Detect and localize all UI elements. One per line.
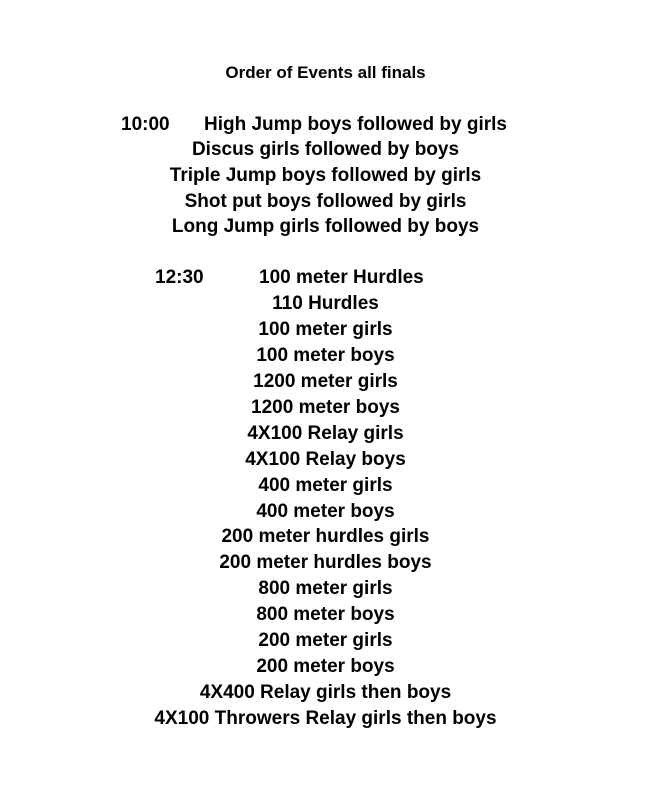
page-title: Order of Events all finals: [225, 63, 426, 82]
event-200m-hurdles-girls: 200 meter hurdles girls: [221, 526, 430, 547]
event-4x100-relay-girls: 4X100 Relay girls: [247, 423, 404, 444]
event-discus: Discus girls followed by boys: [191, 139, 460, 160]
event-1200m-boys: 1200 meter boys: [251, 397, 400, 418]
event-200m-boys: 200 meter boys: [256, 656, 395, 677]
event-800m-boys: 800 meter boys: [256, 604, 395, 625]
event-triple-jump: Triple Jump boys followed by girls: [169, 165, 482, 186]
event-110-hurdles: 110 Hurdles: [272, 293, 379, 314]
event-1200m-girls: 1200 meter girls: [253, 371, 398, 392]
event-4x100-throwers-relay: 4X100 Throwers Relay girls then boys: [154, 708, 497, 729]
event-4x100-relay-boys: 4X100 Relay boys: [245, 449, 406, 470]
session-2-time: 12:30: [155, 267, 204, 288]
event-400m-boys: 400 meter boys: [256, 501, 395, 522]
event-100m-boys: 100 meter boys: [256, 345, 395, 366]
event-200m-girls: 200 meter girls: [258, 630, 393, 651]
event-shot-put: Shot put boys followed by girls: [184, 191, 467, 212]
event-high-jump: High Jump boys followed by girls: [204, 114, 507, 135]
event-200m-hurdles-boys: 200 meter hurdles boys: [219, 552, 432, 573]
event-400m-girls: 400 meter girls: [258, 475, 393, 496]
event-4x400-relay: 4X400 Relay girls then boys: [199, 682, 452, 703]
event-long-jump: Long Jump girls followed by boys: [171, 216, 480, 237]
event-100m-girls: 100 meter girls: [258, 319, 393, 340]
session-1-time: 10:00: [121, 114, 170, 135]
event-800m-girls: 800 meter girls: [258, 578, 393, 599]
event-100m-hurdles: 100 meter Hurdles: [259, 267, 424, 288]
